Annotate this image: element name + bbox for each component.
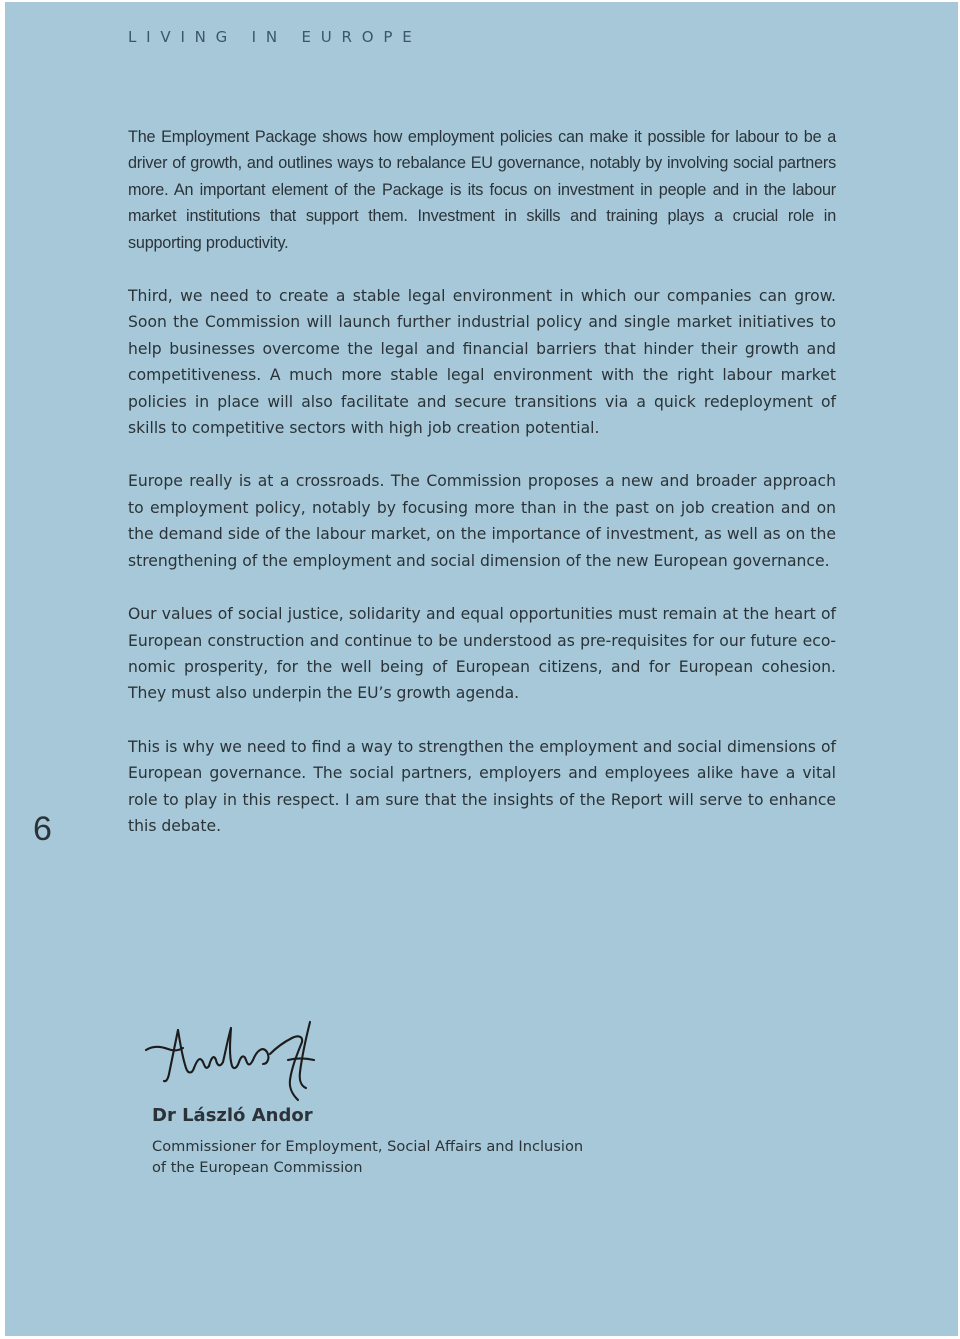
paragraph-employment-package: The Employment Package shows how employment policies can make it possible for labour to be a driver of growth, and outlines ways to rebalance EU governance, notably by involving social partners more. An important element of the Package is its focus on investment in people and in the labour market institutions that support them. Investment in skills and training plays a crucial role in supporting productivity. (128, 128, 836, 252)
signatory-name: Dr László Andor (152, 1105, 313, 1126)
running-header: LIVING IN EUROPE (128, 28, 422, 46)
signatory-block (152, 1104, 672, 1178)
paragraph-governance: This is why we need to find a way to strengthen the employment and social dimensions of European governance. The social partners, employers and employees alike have a vital role to play in this respect. I am sure that the insights of the Report will serve to enhance this debate. (128, 737, 836, 835)
paragraph-social-values: Our values of social justice, solidarity and equal opportunities must remain at the heart of European construction and continue to be understood as pre-requisites for our future economic prosperity, for the well being of European citizens, and for European cohesion. They must also underpin the EU’s growth agenda. (128, 605, 836, 703)
paragraph-legal-environment: Third, we need to create a stable legal environment in which our companies can grow. Soon the Commission will launch further industrial policy and single market initiatives to help businesses overcome the legal and financial barriers that hinder their growth and competitiveness. A much more stable legal environment with the right labour market policies in place will also facilitate and secure transitions via a quick redeployment of skills to competitive sectors with high job creation potential. (128, 287, 836, 438)
document-page (5, 2, 958, 1336)
handwritten-signature (142, 1016, 332, 1108)
signatory-title-line-1: Commissioner for Employment, Social Affairs and Inclusion (152, 1138, 584, 1155)
body-text (128, 124, 836, 866)
paragraph-crossroads: Europe really is at a crossroads. The Commission proposes a new and broader approach to employment policy, notably by focusing more than in the past on job creation and on the demand side of the labour market, on the importance of investment, as well as on the strengthening of the employment and social dimension of the new European governance. (128, 472, 836, 570)
signatory-title-line-2: of the European Commission (152, 1159, 363, 1176)
page-number: 6 (33, 810, 52, 848)
